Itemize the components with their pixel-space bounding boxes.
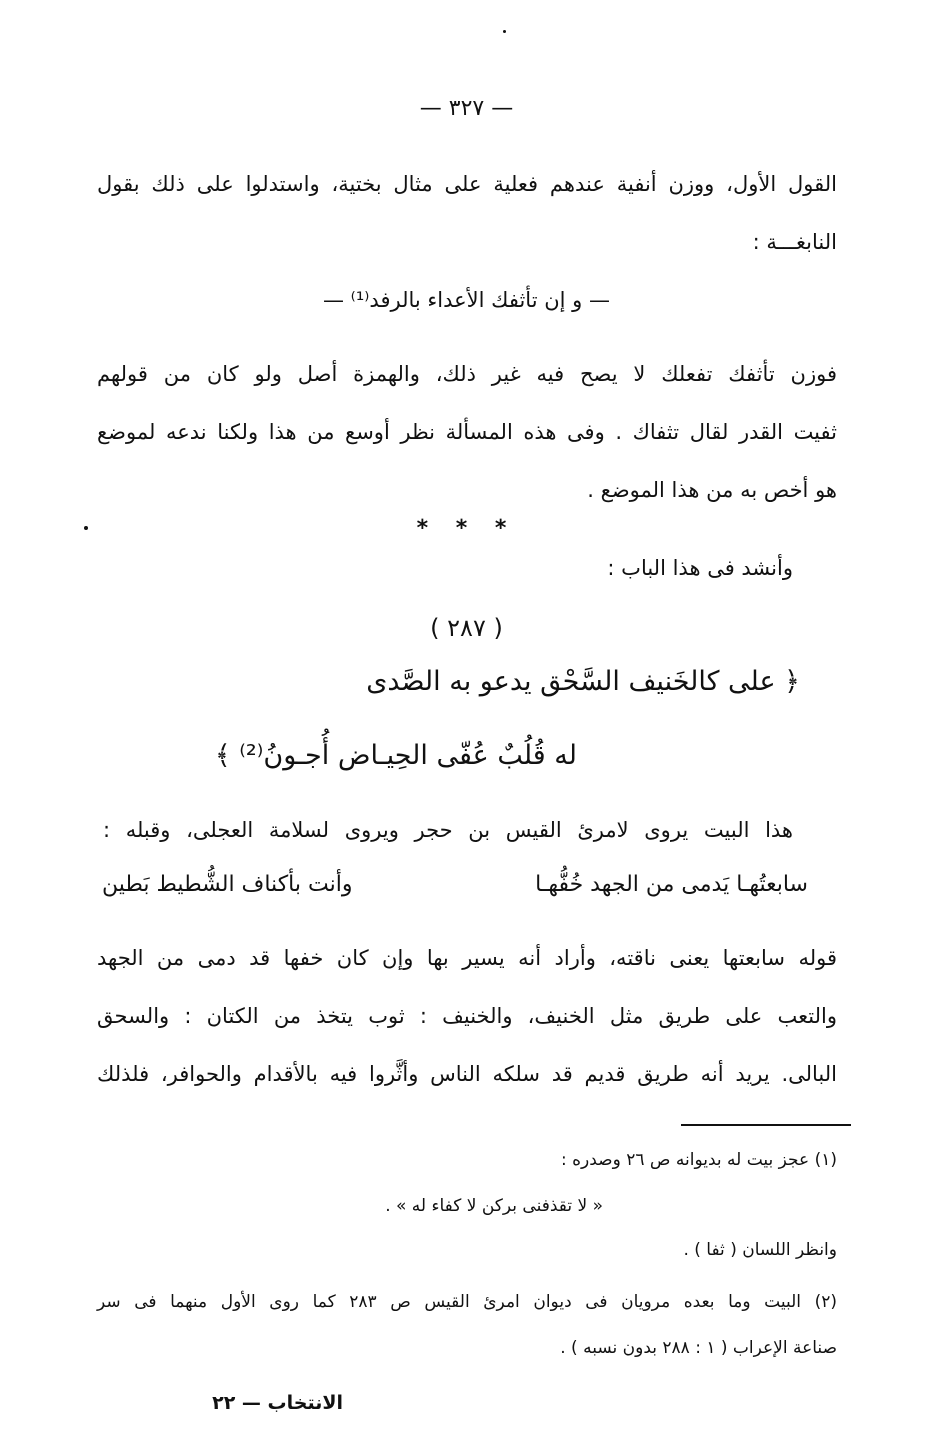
section-divider-stars: * * * bbox=[416, 516, 517, 541]
ink-speck bbox=[503, 30, 506, 33]
quoted-half-verse: — و إن تأثفك الأعداء بالرفد⁽¹⁾ — bbox=[323, 288, 610, 312]
footnote-1-line-1: (١) عجز بيت له بديوانه ص ٢٦ وصدره : bbox=[561, 1150, 837, 1170]
paragraph-4-line-1: قوله سابعتها يعنى ناقته، وأراد أنه يسير بها وإن كان خفها قد دمى من الجهد bbox=[97, 946, 837, 970]
paragraph-2-line-3: هو أخص به من هذا الموضع . bbox=[587, 478, 837, 502]
page-number: — ٣٢٧ — bbox=[419, 96, 514, 121]
footnote-2-line-1: (٢) البيت وما بعده مرويان فى ديوان امرئ القيس ص ٢٨٣ كما روى الأول منهما فى سر bbox=[97, 1292, 837, 1312]
intro-line: وأنشد فى هذا الباب : bbox=[607, 556, 793, 580]
paragraph-2-line-1: فوزن تأثفك تفعلك لا يصح فيه غير ذلك، والهمزة أصل ولو كان من قولهم bbox=[97, 362, 837, 386]
footnote-1-line-2: « لا تقذفنى بركن لا كفاء له » . bbox=[385, 1196, 603, 1216]
paragraph-4-line-2: والتعب على طريق مثل الخنيف، والخنيف : ثوب يتخذ من الكتان : والسحق bbox=[97, 1004, 837, 1028]
footnote-2-line-2: صناعة الإعراب ( ١ : ٢٨٨ بدون نسبه ) . bbox=[560, 1338, 837, 1358]
couplet-first-hemistich: سابعتُهـا يَدمى من الجهد خُفُّهـا bbox=[535, 872, 808, 897]
paragraph-2-line-2: ثفيت القدر لقال تثفاك . وفى هذه المسألة نظر أوسع من هذا ولكنا ندعه لموضع bbox=[97, 420, 837, 444]
poem-number: ( ٢٨٧ ) bbox=[430, 614, 503, 642]
paragraph-4-line-3: البالى. يريد أنه طريق قديم قد سلكه الناس وأثَّروا فيه بالأقدام والحوافر، فلذلك bbox=[97, 1062, 837, 1086]
couplet-second-hemistich: وأنت بأكناف الشُّطيط بَطين bbox=[102, 872, 353, 897]
footnote-1-line-3: وانظر اللسان ( ثفا ) . bbox=[683, 1240, 837, 1260]
verse-line-2: له قُلُبٌ عُفّى الحِيـاض أُجـونُ⁽²⁾ ﴾ bbox=[214, 740, 577, 771]
printer-signature-mark: الانتخاب — ٢٢ bbox=[212, 1392, 343, 1414]
paragraph-1-line-1: القول الأول، ووزن أنفية عندهم فعلية على مثال بختية، واستدلوا على ذلك بقول bbox=[97, 172, 837, 196]
paragraph-1-line-2: النابغـــة : bbox=[752, 230, 837, 254]
verse-line-1: ﴿ على كالخَنيف السَّحْق يدعو به الصَّدى bbox=[366, 666, 800, 697]
footnote-separator bbox=[681, 1124, 851, 1126]
paragraph-3: هذا البيت يروى لامرئ القيس بن حجر ويروى لسلامة العجلى، وقبله : bbox=[103, 818, 793, 842]
